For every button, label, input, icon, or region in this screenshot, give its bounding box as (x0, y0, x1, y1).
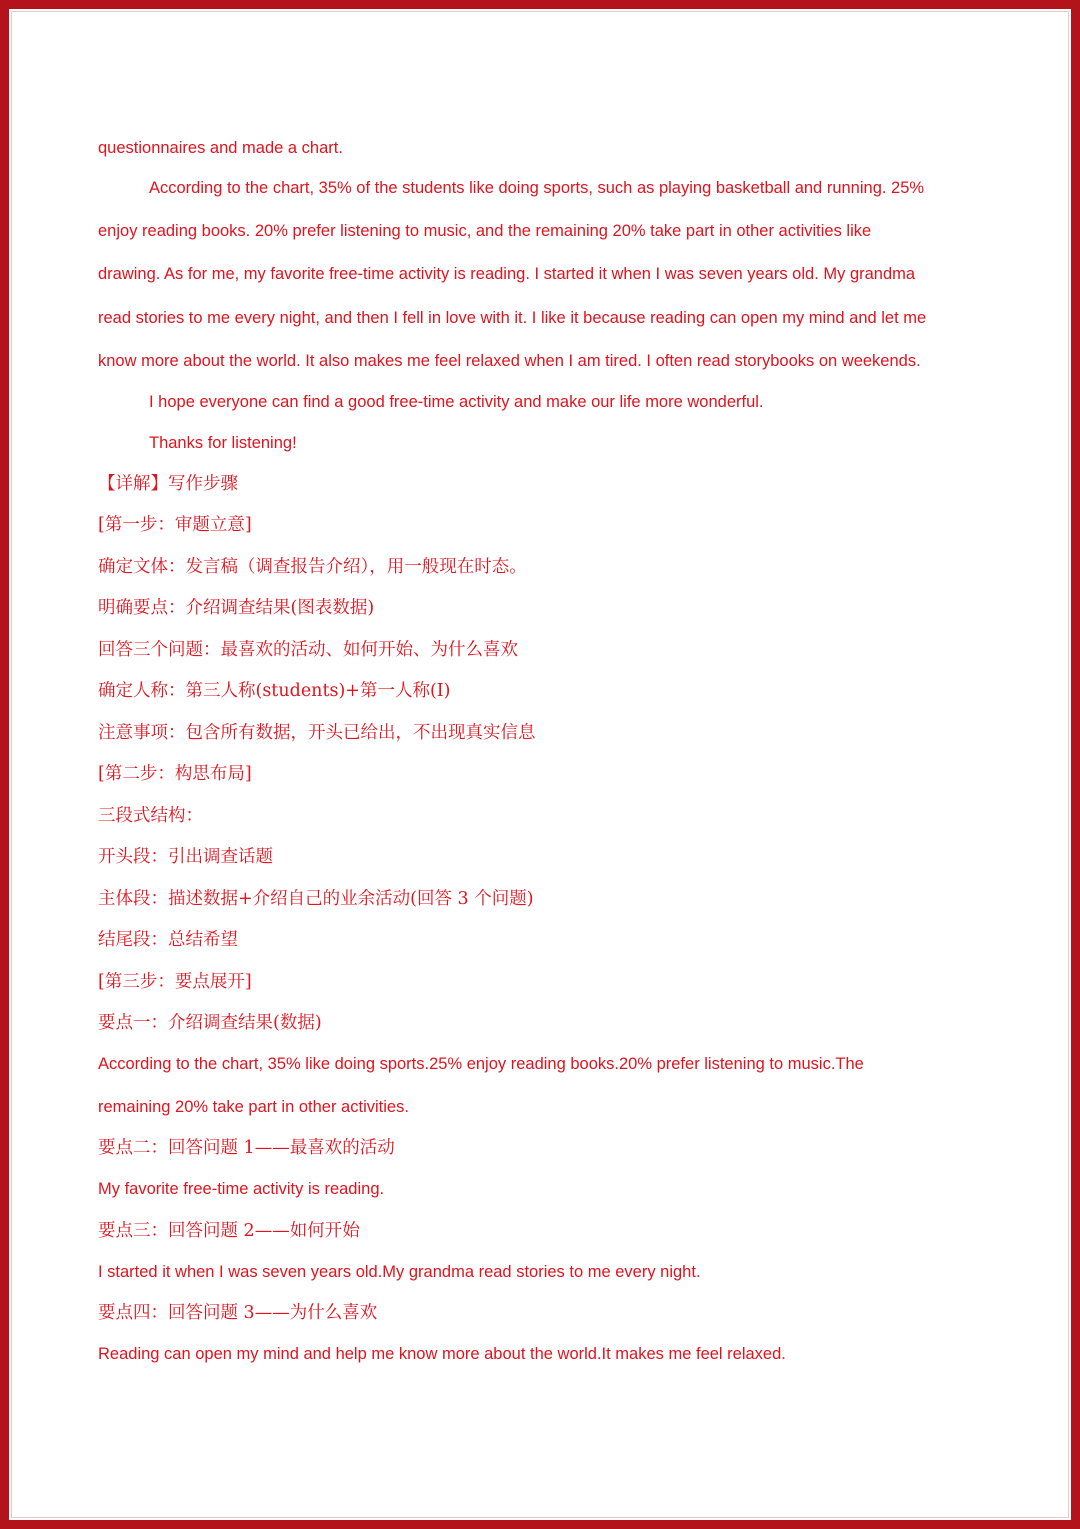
essay-paragraph-2-line-1: According to the chart, 35% of the students like doing sports, such as playing basketball and running. 25% (149, 179, 925, 197)
point4-title: 要点四：回答问题 3——为什么喜欢 (98, 1303, 378, 1323)
point3-title: 要点三：回答问题 2——如何开始 (98, 1221, 360, 1241)
essay-paragraph-2-line-5: know more about the world. It also makes me feel relaxed when I am tired. I often read storybooks on weekends. (98, 352, 921, 370)
step2-item-ending: 结尾段：总结希望 (98, 930, 238, 950)
point1-line-1: According to the chart, 35% like doing sports.25% enjoy reading books.20% prefer listening to music.The (98, 1055, 864, 1073)
step1-item-questions: 回答三个问题：最喜欢的活动、如何开始、为什么喜欢 (98, 640, 518, 660)
analysis-heading: 【详解】写作步骤 (98, 474, 238, 494)
essay-paragraph-3: I hope everyone can find a good free-time activity and make our life more wonderful. (149, 393, 764, 411)
step1-item-person: 确定人称：第三人称(students)+第一人称(I) (98, 681, 451, 701)
step1-item-style: 确定文体：发言稿（调查报告介绍），用一般现在时态。 (98, 557, 527, 577)
step1-title: [第一步：审题立意] (98, 515, 252, 535)
step3-title: [第三步：要点展开] (98, 972, 252, 992)
point1-title: 要点一：介绍调查结果(数据) (98, 1013, 322, 1033)
step1-item-notes: 注意事项：包含所有数据，开头已给出，不出现真实信息 (98, 723, 536, 743)
step2-title: [第二步：构思布局] (98, 764, 252, 784)
essay-paragraph-2-line-4: read stories to me every night, and then I fell in love with it. I like it because reading can open my mind and let me (98, 309, 927, 327)
step1-item-points: 明确要点：介绍调查结果(图表数据) (98, 598, 375, 618)
document-page (9, 9, 1071, 1520)
step2-item-opening: 开头段：引出调查话题 (98, 847, 273, 867)
step2-item-body: 主体段：描述数据+介绍自己的业余活动(回答 3 个问题) (98, 889, 534, 909)
essay-paragraph-4: Thanks for listening! (149, 434, 297, 452)
point4-text: Reading can open my mind and help me know more about the world.It makes me feel relaxed. (98, 1345, 786, 1363)
essay-paragraph-1-end: questionnaires and made a chart. (98, 139, 343, 157)
point2-text: My favorite free-time activity is reading. (98, 1180, 385, 1198)
point2-title: 要点二：回答问题 1——最喜欢的活动 (98, 1138, 395, 1158)
point1-line-2: remaining 20% take part in other activities. (98, 1098, 409, 1116)
essay-paragraph-2-line-3: drawing. As for me, my favorite free-time activity is reading. I started it when I was seven years old. My grandma (98, 265, 916, 283)
step2-item-structure: 三段式结构： (98, 806, 203, 826)
point3-text: I started it when I was seven years old.My grandma read stories to me every night. (98, 1263, 701, 1281)
essay-paragraph-2-line-2: enjoy reading books. 20% prefer listening to music, and the remaining 20% take part in other activities like (98, 222, 872, 240)
